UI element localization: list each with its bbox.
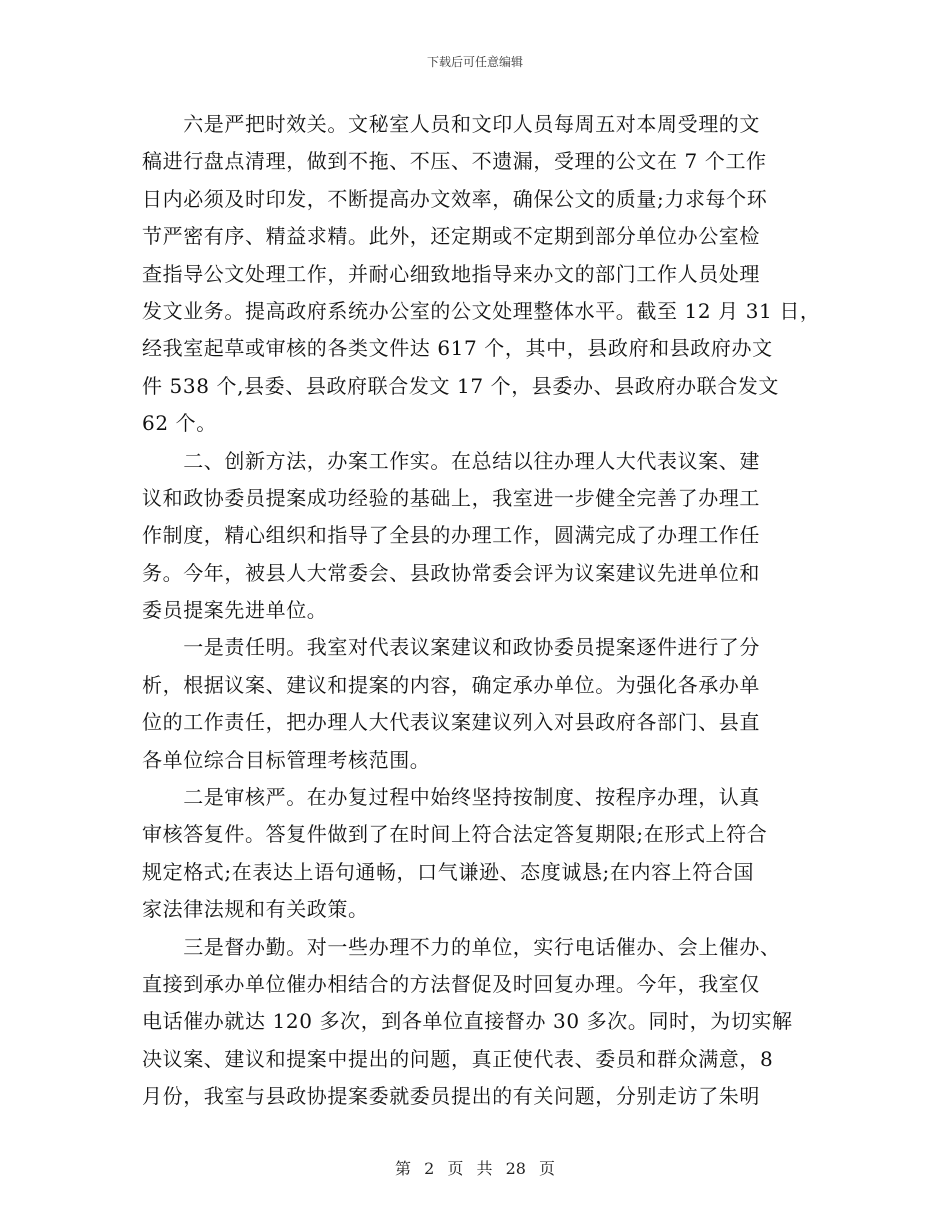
text-line: 直接到承办单位催办相结合的方法督促及时回复办理。今年，我室仅 <box>142 971 760 996</box>
current-page-number: 2 <box>424 1159 435 1178</box>
text-line: 各单位综合目标管理考核范围。 <box>142 747 431 772</box>
text-line: 稿进行盘点清理，做到不拖、不压、不遗漏，受理的公文在 7 个工作 <box>142 149 767 174</box>
text-line: 经我室起草或审核的各类文件达 617 个，其中，县政府和县政府办文 <box>142 336 773 361</box>
text-line: 作制度，精心组织和指导了全县的办理工作，圆满完成了办理工作任 <box>142 523 760 548</box>
page-footer <box>0 1156 950 1179</box>
footer-total-label: 共 <box>476 1159 493 1178</box>
page-header: 下载后可任意编辑 <box>426 55 523 69</box>
text-line: 审核答复件。答复件做到了在时间上符合法定答复期限;在形式上符合 <box>142 822 768 847</box>
text-line: 查指导公文处理工作，并耐心细致地指导来办文的部门工作人员处理 <box>142 261 760 286</box>
text-line: 议和政协委员提案成功经验的基础上，我室进一步健全完善了办理工 <box>142 485 760 510</box>
footer-page-label: 页 <box>447 1159 464 1178</box>
text-line: 规定格式;在表达上语句通畅，口气谦逊、态度诚恳;在内容上符合国 <box>142 859 755 884</box>
text-line: 件 538 个,县委、县政府联合发文 17 个，县委办、县政府办联合发文 <box>142 373 780 398</box>
text-line: 二是审核严。在办复过程中始终坚持按制度、按程序办理，认真 <box>142 785 760 810</box>
footer-suffix: 页 <box>539 1159 556 1178</box>
text-line: 日内必须及时印发，不断提高办文效率，确保公文的质量;力求每个环 <box>142 186 768 211</box>
text-line: 62 个。 <box>142 411 217 436</box>
text-line: 位的工作责任，把办理人大代表议案建议列入对县政府各部门、县直 <box>142 710 760 735</box>
text-line: 二、创新方法，办案工作实。在总结以往办理人大代表议案、建 <box>142 448 760 473</box>
body-text <box>142 106 842 1116</box>
footer-prefix: 第 <box>394 1159 411 1178</box>
text-line: 电话催办就达 120 多次，到各单位直接督办 30 多次。同时，为切实解 <box>142 1009 793 1034</box>
text-line: 决议案、建议和提案中提出的问题，真正使代表、委员和群众满意，8 <box>142 1046 774 1071</box>
text-line: 家法律法规和有关政策。 <box>142 897 369 922</box>
text-line: 六是严把时效关。文秘室人员和文印人员每周五对本周受理的文 <box>142 112 760 136</box>
text-line: 一是责任明。我室对代表议案建议和政协委员提案逐件进行了分 <box>142 635 760 660</box>
text-line: 委员提案先进单位。 <box>142 598 328 623</box>
text-line: 月份，我室与县政协提案委就委员提出的有关问题，分别走访了朱明 <box>142 1084 760 1109</box>
text-line: 三是督办勤。对一些办理不力的单位，实行电话催办、会上催办、 <box>142 934 781 959</box>
text-line: 务。今年，被县人大常委会、县政协常委会评为议案建议先进单位和 <box>142 560 760 585</box>
text-line: 节严密有序、精益求精。此外，还定期或不定期到部分单位办公室检 <box>142 224 760 249</box>
text-line: 发文业务。提高政府系统办公室的公文处理整体水平。截至 12 月 31 日， <box>142 298 821 323</box>
text-line: 析，根据议案、建议和提案的内容，确定承办单位。为强化各承办单 <box>142 672 760 697</box>
total-page-count: 28 <box>505 1159 526 1178</box>
